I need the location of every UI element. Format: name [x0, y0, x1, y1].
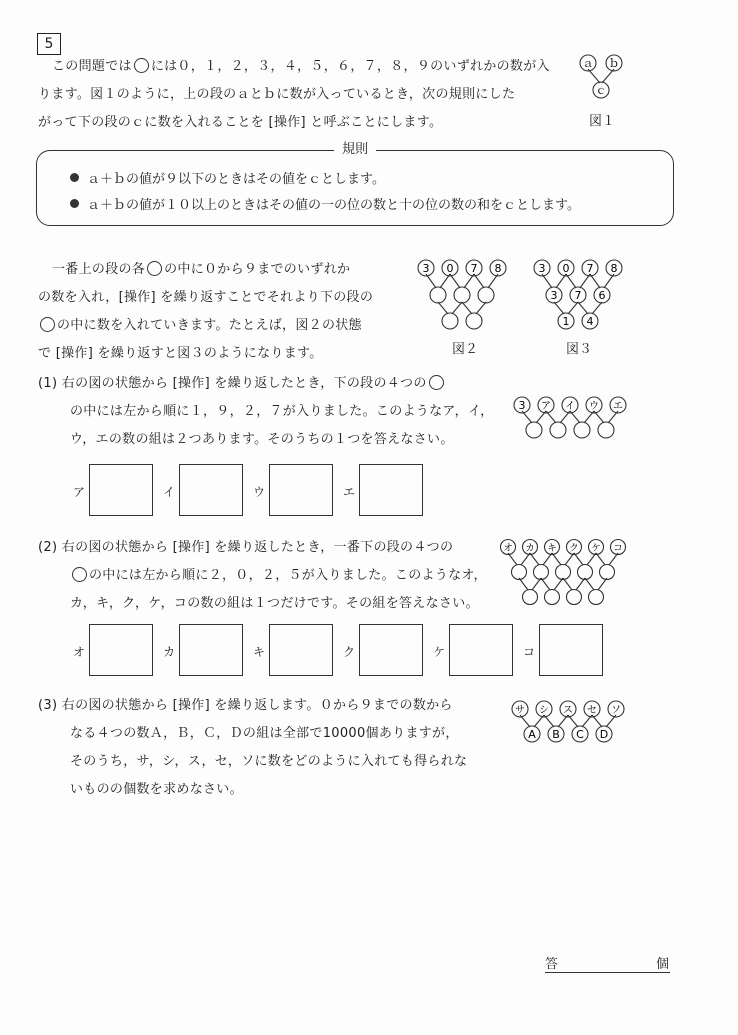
rule-text-2: ａ＋ｂの値が１０以上のときはその値の一の位の数と十の位の数の和をｃとします。	[87, 198, 580, 213]
explain-line-1	[52, 256, 350, 284]
fig3-mid-3: 6	[598, 289, 606, 302]
fig3-mid-2: 7	[574, 289, 582, 302]
q3-fig-top-2: シ	[539, 705, 549, 716]
intro-line-3: がって下の段のｃに数を入れることを [操作] と呼ぶことにします。	[38, 115, 443, 130]
q2-answer-box-o[interactable]	[89, 624, 153, 676]
fig3-bottom-1: 1	[562, 315, 570, 328]
q3-fig-bottom-1: A	[528, 728, 536, 741]
q2-fig-top-1: オ	[503, 543, 513, 554]
q2-answer-box-ko[interactable]	[539, 624, 603, 676]
fig3-top-4: 8	[610, 262, 618, 275]
q2-diagram	[496, 536, 646, 610]
q3-fig-bottom-3: C	[576, 728, 584, 741]
fig1-label-c: ｃ	[595, 84, 607, 97]
figure-3-diagram	[528, 255, 633, 330]
fig1-label-a: ａ	[582, 57, 594, 70]
q3-line-2: なる４つの数Ａ，Ｂ，Ｃ，Ｄの組は全部で10000個ありますが，	[70, 726, 459, 741]
bullet-icon	[70, 199, 79, 208]
explain-line-4: で [操作] を繰り返すと図３のようになります。	[38, 346, 323, 361]
bullet-icon	[70, 173, 79, 182]
q1-answer-box-e[interactable]	[359, 464, 423, 516]
intro-line-1b: には０，１，２，３，４，５，６，７，８，９のいずれかの数が入	[150, 59, 550, 74]
intro-line-1	[52, 53, 550, 81]
q3-diagram	[506, 696, 636, 746]
q1-fig-top-3: イ	[565, 401, 575, 412]
q1-answer-box-a[interactable]	[89, 464, 153, 516]
figure-3-caption: 図３	[566, 342, 593, 357]
q2-answer-label-o: オ	[72, 645, 85, 659]
q3-line-3: そのうち，サ，シ，ス，セ，ソに数をどのように入れても得られな	[70, 754, 468, 769]
q3-number: (3)	[38, 698, 58, 713]
rule-title: 規則	[334, 142, 376, 158]
q3-line-1-text: 右の図の状態から [操作] を繰り返します。０から９までの数から	[61, 698, 453, 713]
q1-answer-label-a: ア	[72, 485, 85, 499]
q2-answer-box-ku[interactable]	[359, 624, 423, 676]
rule-text-1: ａ＋ｂの値が９以下のときはその値をｃとします。	[87, 172, 385, 187]
explain-line-1b: の中に０から９までのいずれか	[164, 262, 351, 277]
q3-fig-bottom-2: B	[552, 728, 560, 741]
figure-1-caption: 図１	[589, 114, 616, 129]
fig3-bottom-2: 4	[586, 315, 594, 328]
q3-fig-top-3: ス	[563, 705, 573, 716]
intro-line-1a: この問題では	[52, 59, 132, 74]
figure-2-caption: 図２	[452, 342, 479, 357]
q1-fig-top-2: ア	[541, 401, 551, 412]
q1-answer-label-u: ウ	[252, 485, 265, 499]
explain-line-2: の数を入れ，[操作] を繰り返すことでそれより下の段の	[38, 290, 374, 305]
intro-line-2: ります。図１のように，上の段のａとｂに数が入っているとき，次の規則にした	[38, 87, 516, 102]
fig2-top-4: 8	[494, 262, 502, 275]
q2-answer-box-ke[interactable]	[449, 624, 513, 676]
q2-fig-top-3: キ	[547, 543, 557, 554]
blank-circle-icon	[429, 375, 444, 390]
problem-number: 5	[37, 33, 61, 55]
q2-answer-label-ku: ク	[342, 645, 355, 659]
q1-answer-label-i: イ	[162, 485, 175, 499]
q2-fig-top-4: ク	[569, 543, 579, 554]
fig2-top-2: 0	[446, 262, 454, 275]
q1-fig-top-1: 3	[518, 399, 526, 412]
figure-2-diagram	[412, 255, 517, 330]
explain-line-1a: 一番上の段の各	[52, 262, 146, 277]
q2-answer-label-ke: ケ	[432, 645, 445, 659]
q1-answer-box-u[interactable]	[269, 464, 333, 516]
q3-line-1	[38, 692, 453, 720]
q1-line-1a: 右の図の状態から [操作] を繰り返したとき，下の段の４つの	[61, 376, 427, 391]
blank-circle-icon	[72, 567, 87, 582]
q1-line-3: ウ，エの数の組は２つあります。そのうちの１つを答えなさい。	[70, 432, 454, 447]
q3-fig-top-1: サ	[515, 705, 525, 716]
rule-item-2	[70, 196, 580, 216]
fig3-mid-1: 3	[550, 289, 558, 302]
blank-circle-icon	[147, 261, 162, 276]
q3-fig-top-4: セ	[587, 705, 597, 716]
q2-number: (2)	[38, 540, 58, 555]
q1-line-2: の中には左から順に１，９，２，７が入りました。このようなア，イ，	[70, 404, 494, 419]
q2-fig-top-2: カ	[525, 543, 535, 554]
q3-fig-top-5: ソ	[611, 705, 621, 716]
rule-item-1	[70, 170, 385, 190]
final-answer-field[interactable]	[545, 972, 670, 973]
q1-fig-top-4: ウ	[589, 401, 599, 412]
q1-answer-box-i[interactable]	[179, 464, 243, 516]
fig3-top-3: 7	[586, 262, 594, 275]
fig1-label-b: ｂ	[608, 57, 620, 70]
q1-answer-label-e: エ	[342, 485, 355, 499]
fig2-top-3: 7	[470, 262, 478, 275]
fig2-top-1: 3	[422, 262, 430, 275]
explain-line-3	[38, 312, 362, 340]
fig3-top-1: 3	[538, 262, 546, 275]
q2-line-1-text: 右の図の状態から [操作] を繰り返したとき，一番下の段の４つの	[61, 540, 454, 555]
explain-line-3b: の中に数を入れていきます。たとえば，図２の状態	[57, 318, 362, 333]
q3-fig-bottom-4: D	[599, 728, 609, 741]
figure-1-diagram	[574, 52, 630, 102]
final-answer-label: 答	[545, 957, 559, 972]
q3-line-4: いものの個数を求めなさい。	[70, 782, 243, 797]
q2-answer-label-ka: カ	[162, 645, 175, 659]
q2-line-1	[38, 534, 453, 562]
q2-answer-box-ka[interactable]	[179, 624, 243, 676]
q2-line-2b: の中には左から順に２，０，２，５が入りました。このようなオ，	[89, 568, 487, 583]
blank-circle-icon	[134, 58, 149, 73]
q2-line-3: カ，キ，ク，ケ，コの数の組は１つだけです。その組を答えなさい。	[70, 596, 479, 611]
q1-fig-top-5: エ	[613, 401, 623, 412]
q2-answer-label-ko: コ	[522, 645, 535, 659]
q1-number: (1)	[38, 376, 58, 391]
q1-diagram	[508, 392, 638, 442]
q1-line-1	[38, 370, 446, 398]
q2-answer-box-ki[interactable]	[269, 624, 333, 676]
q2-answer-label-ki: キ	[252, 645, 265, 659]
blank-circle-icon	[40, 317, 55, 332]
fig3-top-2: 0	[562, 262, 570, 275]
q2-fig-top-5: ケ	[591, 543, 601, 554]
q2-fig-top-6: コ	[613, 543, 623, 554]
q2-line-2	[70, 562, 487, 590]
final-answer-unit: 個	[656, 957, 670, 972]
